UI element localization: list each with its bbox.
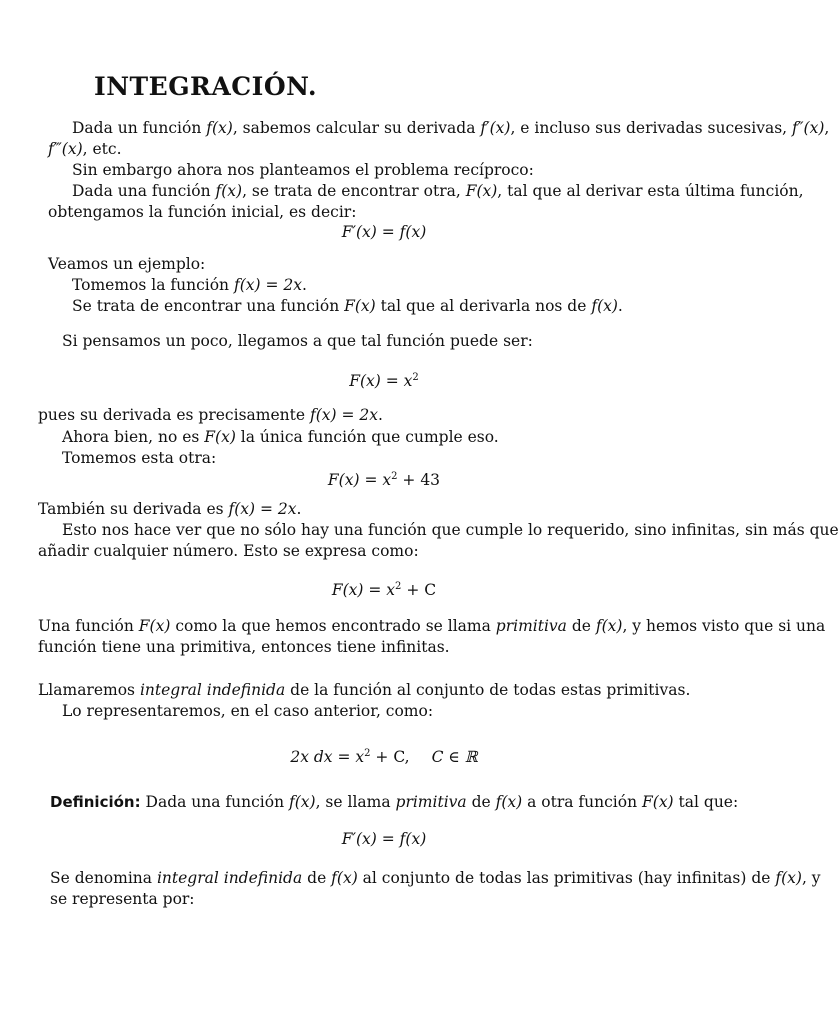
example-line-2: Se trata de encontrar una función F(x) tal que al derivarla nos de f(x).	[72, 297, 623, 315]
definition-line: Definición: Dada una función f(x), se llama primitiva de f(x) a otra función F(x) tal que:	[50, 793, 739, 811]
intro-line-2: f‴(x), etc.	[48, 140, 122, 158]
definition-line-2: Se denomina integral indefinida de f(x) al conjunto de todas las primitivas (hay infinitas) de f(x), y	[50, 869, 821, 887]
indefinite-line-1: Llamaremos integral indefinida de la función al conjunto de todas estas primitivas.	[38, 681, 691, 699]
definition-line-3: se representa por:	[50, 890, 195, 908]
example-line-8: Esto nos hace ver que no sólo hay una función que cumple lo requerido, sino infinitas, sin más que	[62, 521, 839, 539]
primitive-line-1: Una función F(x) como la que hemos encontrado se llama primitiva de f(x), y hemos visto que si una	[38, 617, 826, 635]
equation-2: $F(x) = x^2$	[349, 372, 419, 391]
example-line-7: También su derivada es f(x) = 2x.	[38, 500, 302, 518]
example-line-4: pues su derivada es precisamente f(x) = 2x.	[38, 406, 383, 424]
intro-line-5: obtengamos la función inicial, es decir:	[48, 203, 357, 221]
example-heading: Veamos un ejemplo:	[48, 255, 206, 273]
intro-line-1: Dada un función f(x), sabemos calcular su derivada f′(x), e incluso sus derivadas sucesivas, f″(x),	[72, 119, 830, 137]
example-line-5: Ahora bien, no es F(x) la única función que cumple eso.	[62, 428, 499, 446]
equation-4: $F(x) = x^2 + C$	[331, 581, 437, 600]
primitive-line-2: función tiene una primitiva, entonces tiene infinitas.	[38, 638, 450, 656]
page-title: INTEGRACIÓN.	[94, 72, 318, 101]
equation-1: F′(x) = f(x)	[341, 223, 427, 241]
example-line-9: añadir cualquier número. Esto se expresa como:	[38, 542, 419, 560]
example-line-6: Tomemos esta otra:	[62, 449, 217, 467]
intro-line-3: Sin embargo ahora nos planteamos el problema recíproco:	[72, 161, 534, 179]
definition-label: Definición:	[50, 793, 141, 811]
equation-5: 2x dx = $x^2 + C$, C ∈ ℝ	[290, 748, 478, 767]
equation-6: F′(x) = f(x)	[341, 830, 427, 848]
equation-3: $F(x) = x^2 + 43$	[327, 471, 441, 490]
example-line-1: Tomemos la función f(x) = 2x.	[72, 276, 307, 294]
intro-line-4: Dada una función f(x), se trata de encontrar otra, F(x), tal que al derivar esta última función,	[72, 182, 804, 200]
indefinite-line-2: Lo representaremos, en el caso anterior, como:	[62, 702, 434, 720]
example-line-3: Si pensamos un poco, llegamos a que tal función puede ser:	[62, 332, 533, 350]
